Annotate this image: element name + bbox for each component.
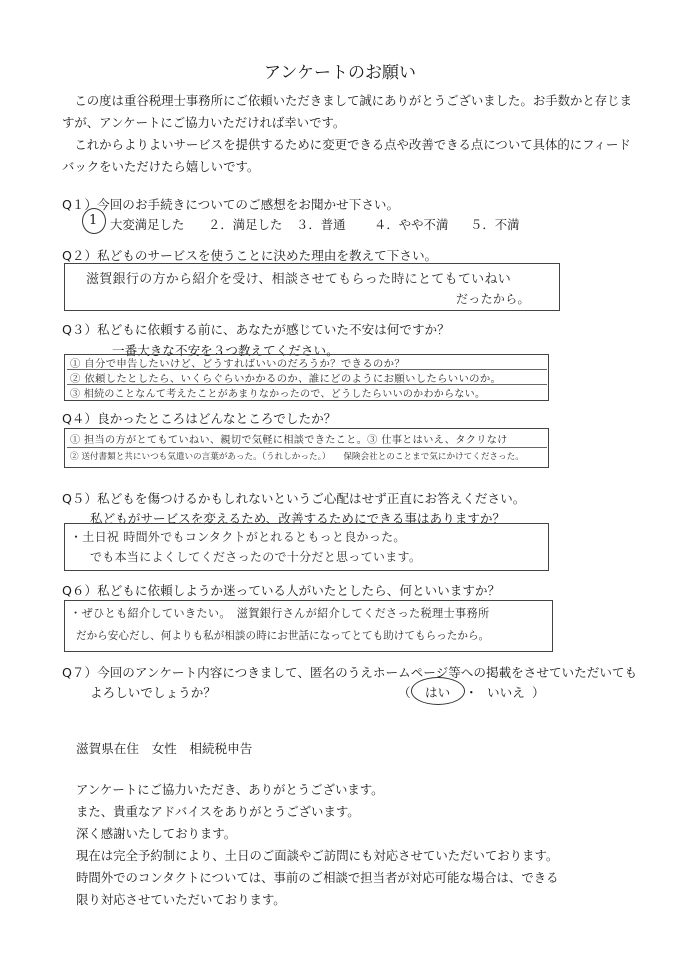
handwritten-answer: ・土日祝 時間外でもコンタクトがとれるともっと良かった。 <box>70 530 406 544</box>
no-option[interactable]: いいえ <box>487 685 525 700</box>
q1-option-4: ４．やや不満 <box>374 217 449 232</box>
question-1: Q１）今回のお手続きについてのご感想をお聞かせ下さい。 <box>62 197 400 212</box>
question-5: Q５）私どもを傷つけるかもしれないというご心配はせず正直にお答えください。 <box>62 491 526 506</box>
selected-mark: 1 <box>89 213 98 228</box>
intro-line: これからよりよいサービスを提供するために変更できる点や改善できる点について具体的にフィード <box>62 137 631 152</box>
handwritten-answer: ② 依頼したとしたら、いくらぐらいかかるのか、誰にどのようにお願いしたらいいのか。 <box>70 373 502 385</box>
handwritten-answer: ・ぜひとも紹介していきたい。 滋賀銀行さんが紹介してくださった税理士事務所 <box>70 607 490 620</box>
closing-line: アンケートにご協力いただき、ありがとうございます。 <box>76 782 384 797</box>
yes-option[interactable]: はい <box>425 685 451 700</box>
handwritten-answer: ③ 相続のことなんて考えたことがあまりなかったので、どうしたらいいのかわからない。 <box>70 389 486 400</box>
ruled-line <box>67 447 547 448</box>
paren-close: ） <box>532 685 545 700</box>
closing-line: また、貴重なアドバイスをありがとうございます。 <box>76 804 360 819</box>
handwritten-answer: ① 担当の方がとてもていねい、親切で気軽に相談できたこと。③ 仕事とはいえ、タクリなけ <box>70 435 508 446</box>
q1-option-2: ２．満足した <box>208 217 283 232</box>
separator: ・ <box>465 685 478 700</box>
closing-line: 時間外でのコンタクトについては、事前のご相談で担当者が対応可能な場合は、できる <box>76 870 559 885</box>
question-6: Q６）私どもに依頼しようか迷っている人がいたとしたら、何といいますか？ <box>62 583 501 598</box>
q1-option-1: 大変満足した <box>110 217 185 232</box>
question-2: Q２）私どものサービスを使うことに決めた理由を教えて下さい。 <box>62 248 438 263</box>
closing-line: 現在は完全予約制により、土日のご面談やご訪問にも対応させていただいております。 <box>76 848 559 863</box>
page-title: アンケートのお願い <box>264 63 416 83</box>
handwritten-answer: 滋賀銀行の方から紹介を受け、相談させてもらった時にとてもていねい <box>86 272 512 287</box>
question-7: Q７）今回のアンケート内容につきまして、匿名のうえホームページ等への掲載をさせていただいても <box>62 665 638 680</box>
handwritten-answer: だったから。 <box>456 292 530 306</box>
q1-option-3: ３．普通 <box>296 217 346 232</box>
handwritten-answer: ② 送付書類と共にいつも気遣いの言葉があった。（うれしかった。） 保険会社とのことまで気にかけてくださった。 <box>70 452 524 462</box>
handwritten-answer: だから安心だし、何よりも私が相談の時にお世話になってとても助けてもらったから。 <box>76 630 490 642</box>
question-7-line-2: よろしいでしょうか？ <box>90 685 216 700</box>
question-5-subtext: 私どもがサービスを変えるため、改善するためにできる事はありますか？ <box>90 511 506 526</box>
question-3-subtext: 一番大きな不安を３つ教えてください。 <box>112 343 339 358</box>
q1-option-5: ５．不満 <box>470 217 520 232</box>
intro-line: この度は重谷税理士事務所にご依頼いただきまして誠にありがとうございました。お手数かと存じま <box>62 93 632 108</box>
intro-line: バックをいただけたら嬉しいです。 <box>62 159 260 174</box>
question-4: Q４）良かったところはどんなところでしたか？ <box>62 411 337 426</box>
respondent-info: 滋賀県在住 女性 相続税申告 <box>76 741 253 756</box>
handwritten-answer: でも本当によくしてくださったので十分だと思っています。 <box>90 550 422 564</box>
handwritten-answer: ① 自分で申告したいけど、どうすればいいのだろうか？できるのか？ <box>70 358 406 370</box>
question-3: Q３）私どもに依頼する前に、あなたが感じていた不安は何ですか？ <box>62 322 450 337</box>
closing-line: 深く感謝いたしております。 <box>76 826 237 841</box>
paren-open: （ <box>398 685 411 700</box>
closing-line: 限り対応させていただいております。 <box>76 892 286 907</box>
intro-line: すが、アンケートにご協力いただければ幸いです。 <box>62 115 346 130</box>
